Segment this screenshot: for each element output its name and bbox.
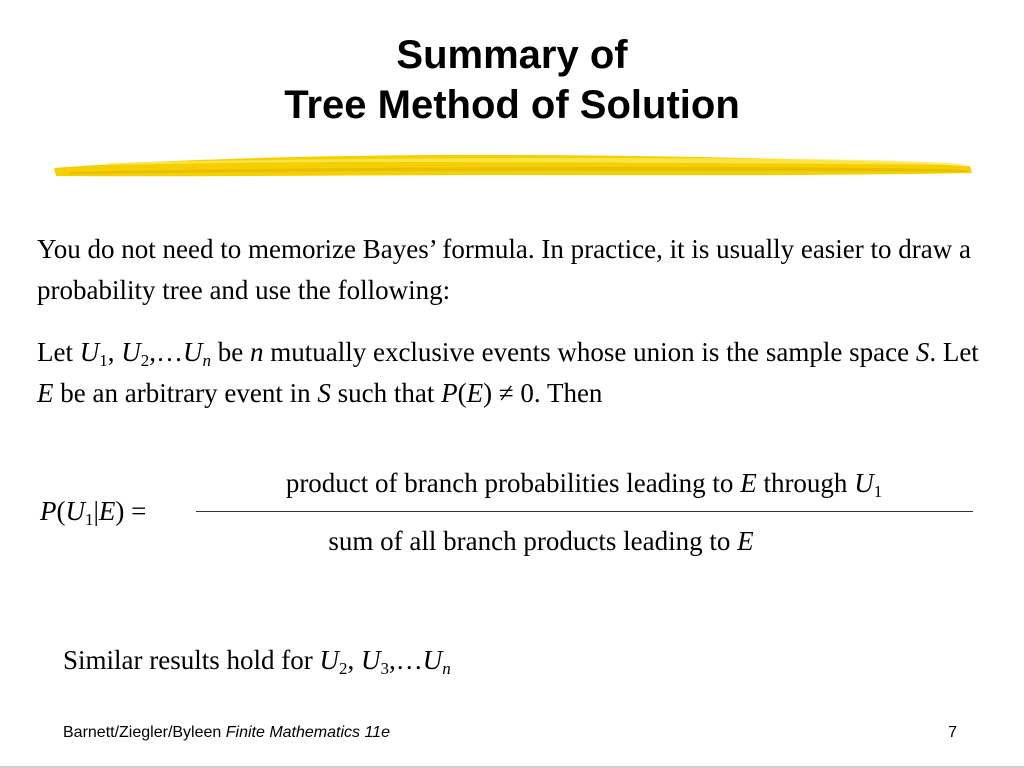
highlighter-stroke-main [54,155,972,176]
formula-numerator: product of branch probabilities leading to E through $U_1$ [285,468,883,501]
fraction-bar [196,511,973,512]
title-line-2: Tree Method of Solution [284,83,740,127]
footer-book-title: Finite Mathematics 11e [225,724,390,741]
formula-denominator: sum of all branch products leading to E [328,526,754,556]
slide-title [0,30,1024,130]
page-number: 7 [948,724,957,741]
title-line-1: Summary of [396,33,628,77]
definition-paragraph: Let $U_1$, $U_2,\dots U_n$ be n mutually exclusive events whose union is the sample space S. Let E be an arbitrary event in S such that P(E) ≠ 0. Then [37,337,979,408]
formula-lhs: $P(U_1|E)$ = [40,496,147,529]
highlighter-stroke [48,146,976,186]
footer-credit [63,722,390,744]
similar-results-note: Similar results hold for $U_2$, $U_3,\dots U_n$ [63,645,451,678]
intro-paragraph: You do not need to memorize Bayes’ formula. In practice, it is usually easier to draw a probability tree and use the following: [37,234,971,305]
footer-authors: Barnett/Ziegler/Byleen [63,724,226,741]
